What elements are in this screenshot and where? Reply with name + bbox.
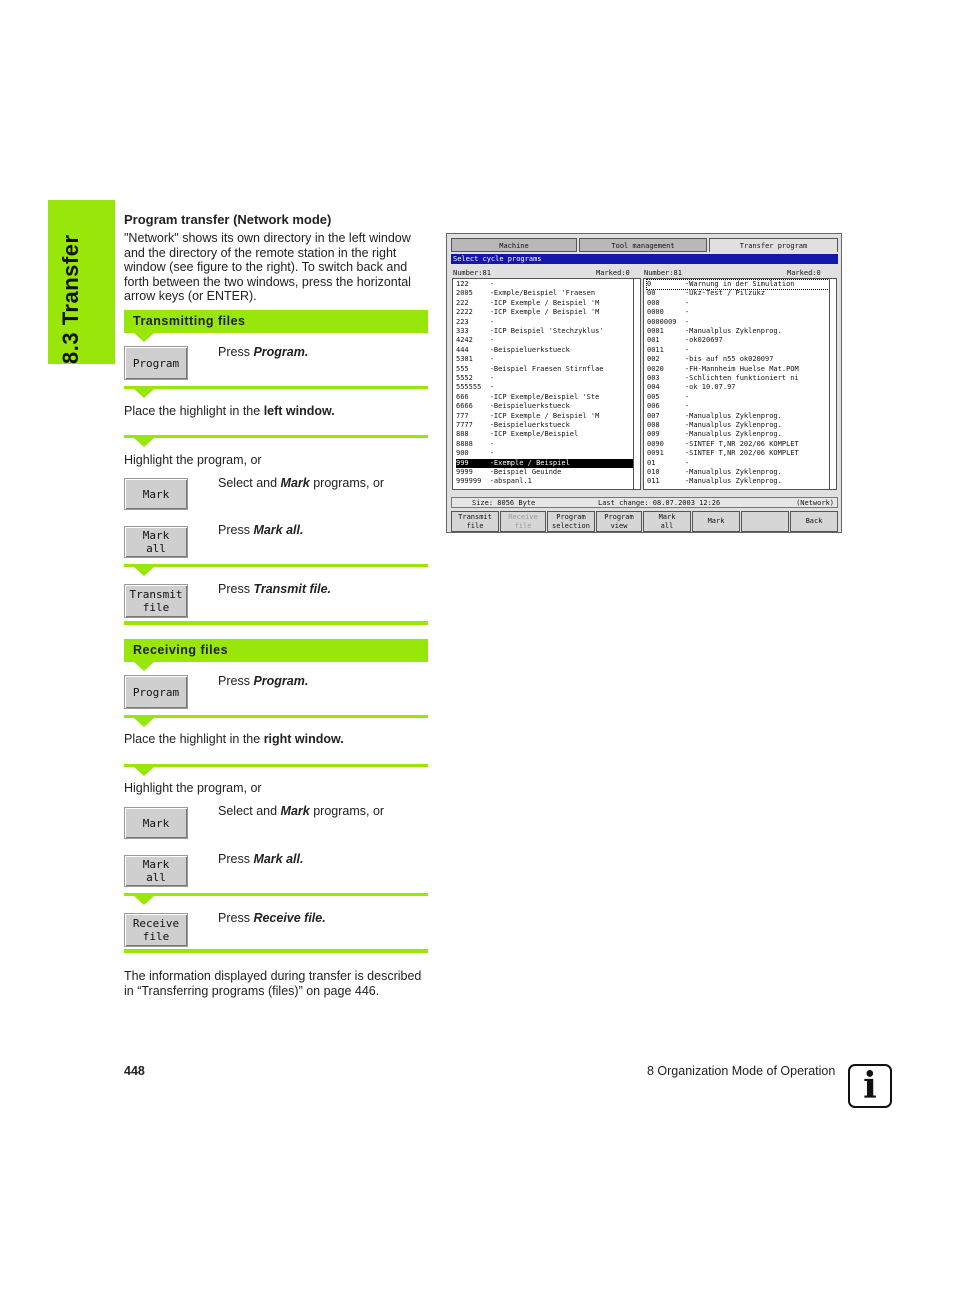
select-mark-text: Select and Mark programs, or: [218, 476, 385, 490]
transmit-file-softkey[interactable]: Transmit file: [124, 584, 188, 618]
right-file-row[interactable]: 008 -Manualplus Zyklenprog.: [647, 421, 782, 429]
step-divider: [124, 764, 428, 767]
screen-softkey-5[interactable]: Mark all: [643, 511, 691, 532]
mark-all-softkey[interactable]: Mark all: [124, 855, 188, 887]
left-file-row[interactable]: 555 -Beispiel Fraesen Stirnflae: [456, 364, 604, 373]
left-file-row[interactable]: 122 -: [456, 280, 494, 288]
step-arrow: [134, 389, 154, 398]
section-end-divider: [124, 949, 428, 953]
page-number: 448: [124, 1064, 145, 1078]
step-arrow: [134, 567, 154, 576]
step-divider: [124, 386, 428, 389]
receive-file-softkey[interactable]: Receive file: [124, 913, 188, 947]
left-file-row[interactable]: 444 -Beispieluerkstueck: [456, 345, 570, 354]
program-softkey[interactable]: Program: [124, 675, 188, 709]
chapter-footer: 8 Organization Mode of Operation: [647, 1064, 836, 1078]
step-divider: [124, 893, 428, 896]
step-arrow: [134, 896, 154, 905]
right-number-header: Number:81: [644, 269, 682, 277]
left-scrollbar[interactable]: [633, 279, 640, 489]
place-highlight-right-text: Place the highlight in the right window.: [124, 732, 344, 746]
left-file-row[interactable]: 555555 -: [456, 383, 494, 392]
press-receive-text: Press Receive file.: [218, 911, 326, 925]
left-file-row[interactable]: 2005 -Exmple/Beispiel 'Fraesen: [456, 289, 596, 298]
screen-softkey-4[interactable]: Program view: [596, 511, 642, 532]
highlight-program-text: Highlight the program, or: [124, 453, 262, 467]
section-heading: Program transfer (Network mode): [124, 212, 332, 227]
mark-all-softkey[interactable]: Mark all: [124, 526, 188, 558]
right-file-row[interactable]: 0000 -: [647, 308, 690, 317]
press-mark-all-text: Press Mark all.: [218, 523, 304, 537]
screen-softkey-6[interactable]: Mark: [692, 511, 740, 532]
left-file-row[interactable]: 666 -ICP Exemple/Beispiel 'Ste: [456, 392, 600, 401]
step-divider: [124, 564, 428, 567]
right-file-list[interactable]: [643, 278, 837, 490]
right-file-row[interactable]: 003 -Schlichten funktioniert ni: [647, 374, 799, 382]
step-arrow: [134, 662, 154, 671]
right-file-row[interactable]: 0001 -Manualplus Zyklenprog.: [647, 327, 782, 335]
left-file-row[interactable]: 4242 -: [456, 336, 494, 345]
step-arrow: [134, 718, 154, 727]
highlight-program-text: Highlight the program, or: [124, 781, 262, 795]
step-divider: [124, 715, 428, 718]
press-program-text: Press Program.: [218, 674, 309, 688]
mark-softkey[interactable]: Mark: [124, 478, 188, 510]
right-file-row[interactable]: 00 -Ukz-Test / Pilzukz: [647, 289, 766, 298]
status-last-change: Last change: 08.07.2003 12:26: [598, 499, 721, 507]
right-file-row[interactable]: 0 -Warnung in der Simulation: [647, 280, 829, 289]
status-size: Size: 8056 Byte: [472, 499, 536, 507]
screen-softkey-7[interactable]: [741, 511, 789, 532]
left-file-list[interactable]: [452, 278, 641, 490]
right-file-row[interactable]: 001 -ok020697: [647, 336, 723, 345]
left-file-row[interactable]: 999999 -abspanl.1: [456, 477, 532, 486]
right-scrollbar[interactable]: [829, 279, 836, 489]
chapter-side-title: 8.3 Transfer: [58, 234, 83, 364]
step-divider: [124, 435, 428, 438]
transfer-screen-figure: [446, 233, 842, 533]
left-file-row[interactable]: 900 -: [456, 449, 494, 458]
info-icon: i: [848, 1064, 892, 1108]
right-file-row[interactable]: 0000009 -: [647, 317, 690, 326]
screen-softkey-1[interactable]: Transmit file: [451, 511, 499, 532]
right-file-row[interactable]: 006 -: [647, 402, 690, 411]
left-file-row[interactable]: 2222 -ICP Exemple / Beispiel 'M: [456, 308, 600, 317]
intro-paragraph: "Network" shows its own directory in the left window and the directory of the remote station in the right window (see figure to the right). To switch back and forth between the two windows, press the horizontal arrow keys (or ENTER).: [124, 231, 411, 303]
left-number-header: Number:81: [453, 269, 491, 277]
left-file-row[interactable]: 5301 -: [456, 355, 494, 364]
left-marked-header: Marked:0: [596, 269, 630, 277]
tab-machine[interactable]: Machine: [451, 238, 577, 252]
screen-softkey-3[interactable]: Program selection: [547, 511, 595, 532]
right-file-row[interactable]: 005 -: [647, 392, 690, 401]
status-mode: (Network): [796, 499, 834, 507]
right-file-row[interactable]: 01 -: [647, 458, 690, 467]
left-file-row[interactable]: 7777 -Beispieluerkstueck: [456, 421, 570, 429]
left-file-row[interactable]: 8888 -: [456, 439, 494, 448]
section-end-divider: [124, 621, 428, 625]
place-highlight-left-text: Place the highlight in the left window.: [124, 404, 335, 418]
left-file-row[interactable]: 888 -ICP Exemple/Beispiel: [456, 430, 579, 439]
right-file-row[interactable]: 000 -: [647, 298, 690, 307]
left-file-row[interactable]: 223 -: [456, 317, 494, 326]
screen-title-bar: Select cycle programs: [451, 254, 838, 264]
screen-softkey-2[interactable]: Receive file: [500, 511, 546, 532]
right-file-row[interactable]: 0011 -: [647, 345, 690, 354]
status-bar: [451, 497, 838, 508]
left-file-row[interactable]: 6666 -Beispieluerkstueck: [456, 402, 570, 411]
select-mark-text: Select and Mark programs, or: [218, 804, 385, 818]
tab-transfer-program[interactable]: Transfer program: [709, 238, 838, 252]
tab-tool-management[interactable]: Tool management: [579, 238, 707, 252]
left-file-row[interactable]: 333 -ICP Beispiel 'Stechzyklus': [456, 327, 604, 335]
left-file-row[interactable]: 222 -ICP Exemple / Beispiel 'M: [456, 298, 600, 307]
right-file-row[interactable]: 007 -Manualplus Zyklenprog.: [647, 411, 782, 420]
left-file-row[interactable]: 9999 -Beispiel Geuinde: [456, 468, 562, 476]
step-arrow: [134, 767, 154, 776]
right-file-row[interactable]: 004 -ok 10.07.97: [647, 383, 736, 392]
mark-softkey[interactable]: Mark: [124, 807, 188, 839]
right-file-row[interactable]: 010 -Manualplus Zyklenprog.: [647, 468, 782, 476]
step-arrow: [134, 438, 154, 447]
right-file-row[interactable]: 002 -bis auf n55 ok020097: [647, 355, 774, 364]
right-file-row[interactable]: 0020 -FH-Mannheim Huelse Mat.POM: [647, 364, 799, 373]
right-file-row[interactable]: 0091 -SINTEF T,NR 202/06 KOMPLET: [647, 449, 799, 458]
right-file-row[interactable]: 0090 -SINTEF T,NR 202/06 KOMPLET: [647, 439, 799, 448]
screen-softkey-8[interactable]: Back: [790, 511, 838, 532]
press-mark-all-text: Press Mark all.: [218, 852, 304, 866]
right-marked-header: Marked:0: [787, 269, 821, 277]
press-program-text: Press Program.: [218, 345, 309, 359]
left-file-row[interactable]: 777 -ICP Exemple / Beispiel 'M: [456, 411, 600, 420]
press-transmit-text: Press Transmit file.: [218, 582, 332, 596]
transmitting-header: Transmitting files: [124, 310, 428, 333]
right-file-row[interactable]: 011 -Manualplus Zyklenprog.: [647, 477, 782, 486]
receiving-header: Receiving files: [124, 639, 428, 662]
right-file-row[interactable]: 009 -Manualplus Zyklenprog.: [647, 430, 782, 439]
left-file-row[interactable]: 5552 -: [456, 374, 494, 382]
step-arrow: [134, 333, 154, 342]
closing-paragraph: The information displayed during transfer is described in “Transferring programs (files)” on page 446.: [124, 969, 422, 998]
program-softkey[interactable]: Program: [124, 346, 188, 380]
left-file-row[interactable]: 999 -Exemple / Beispiel: [456, 459, 634, 468]
